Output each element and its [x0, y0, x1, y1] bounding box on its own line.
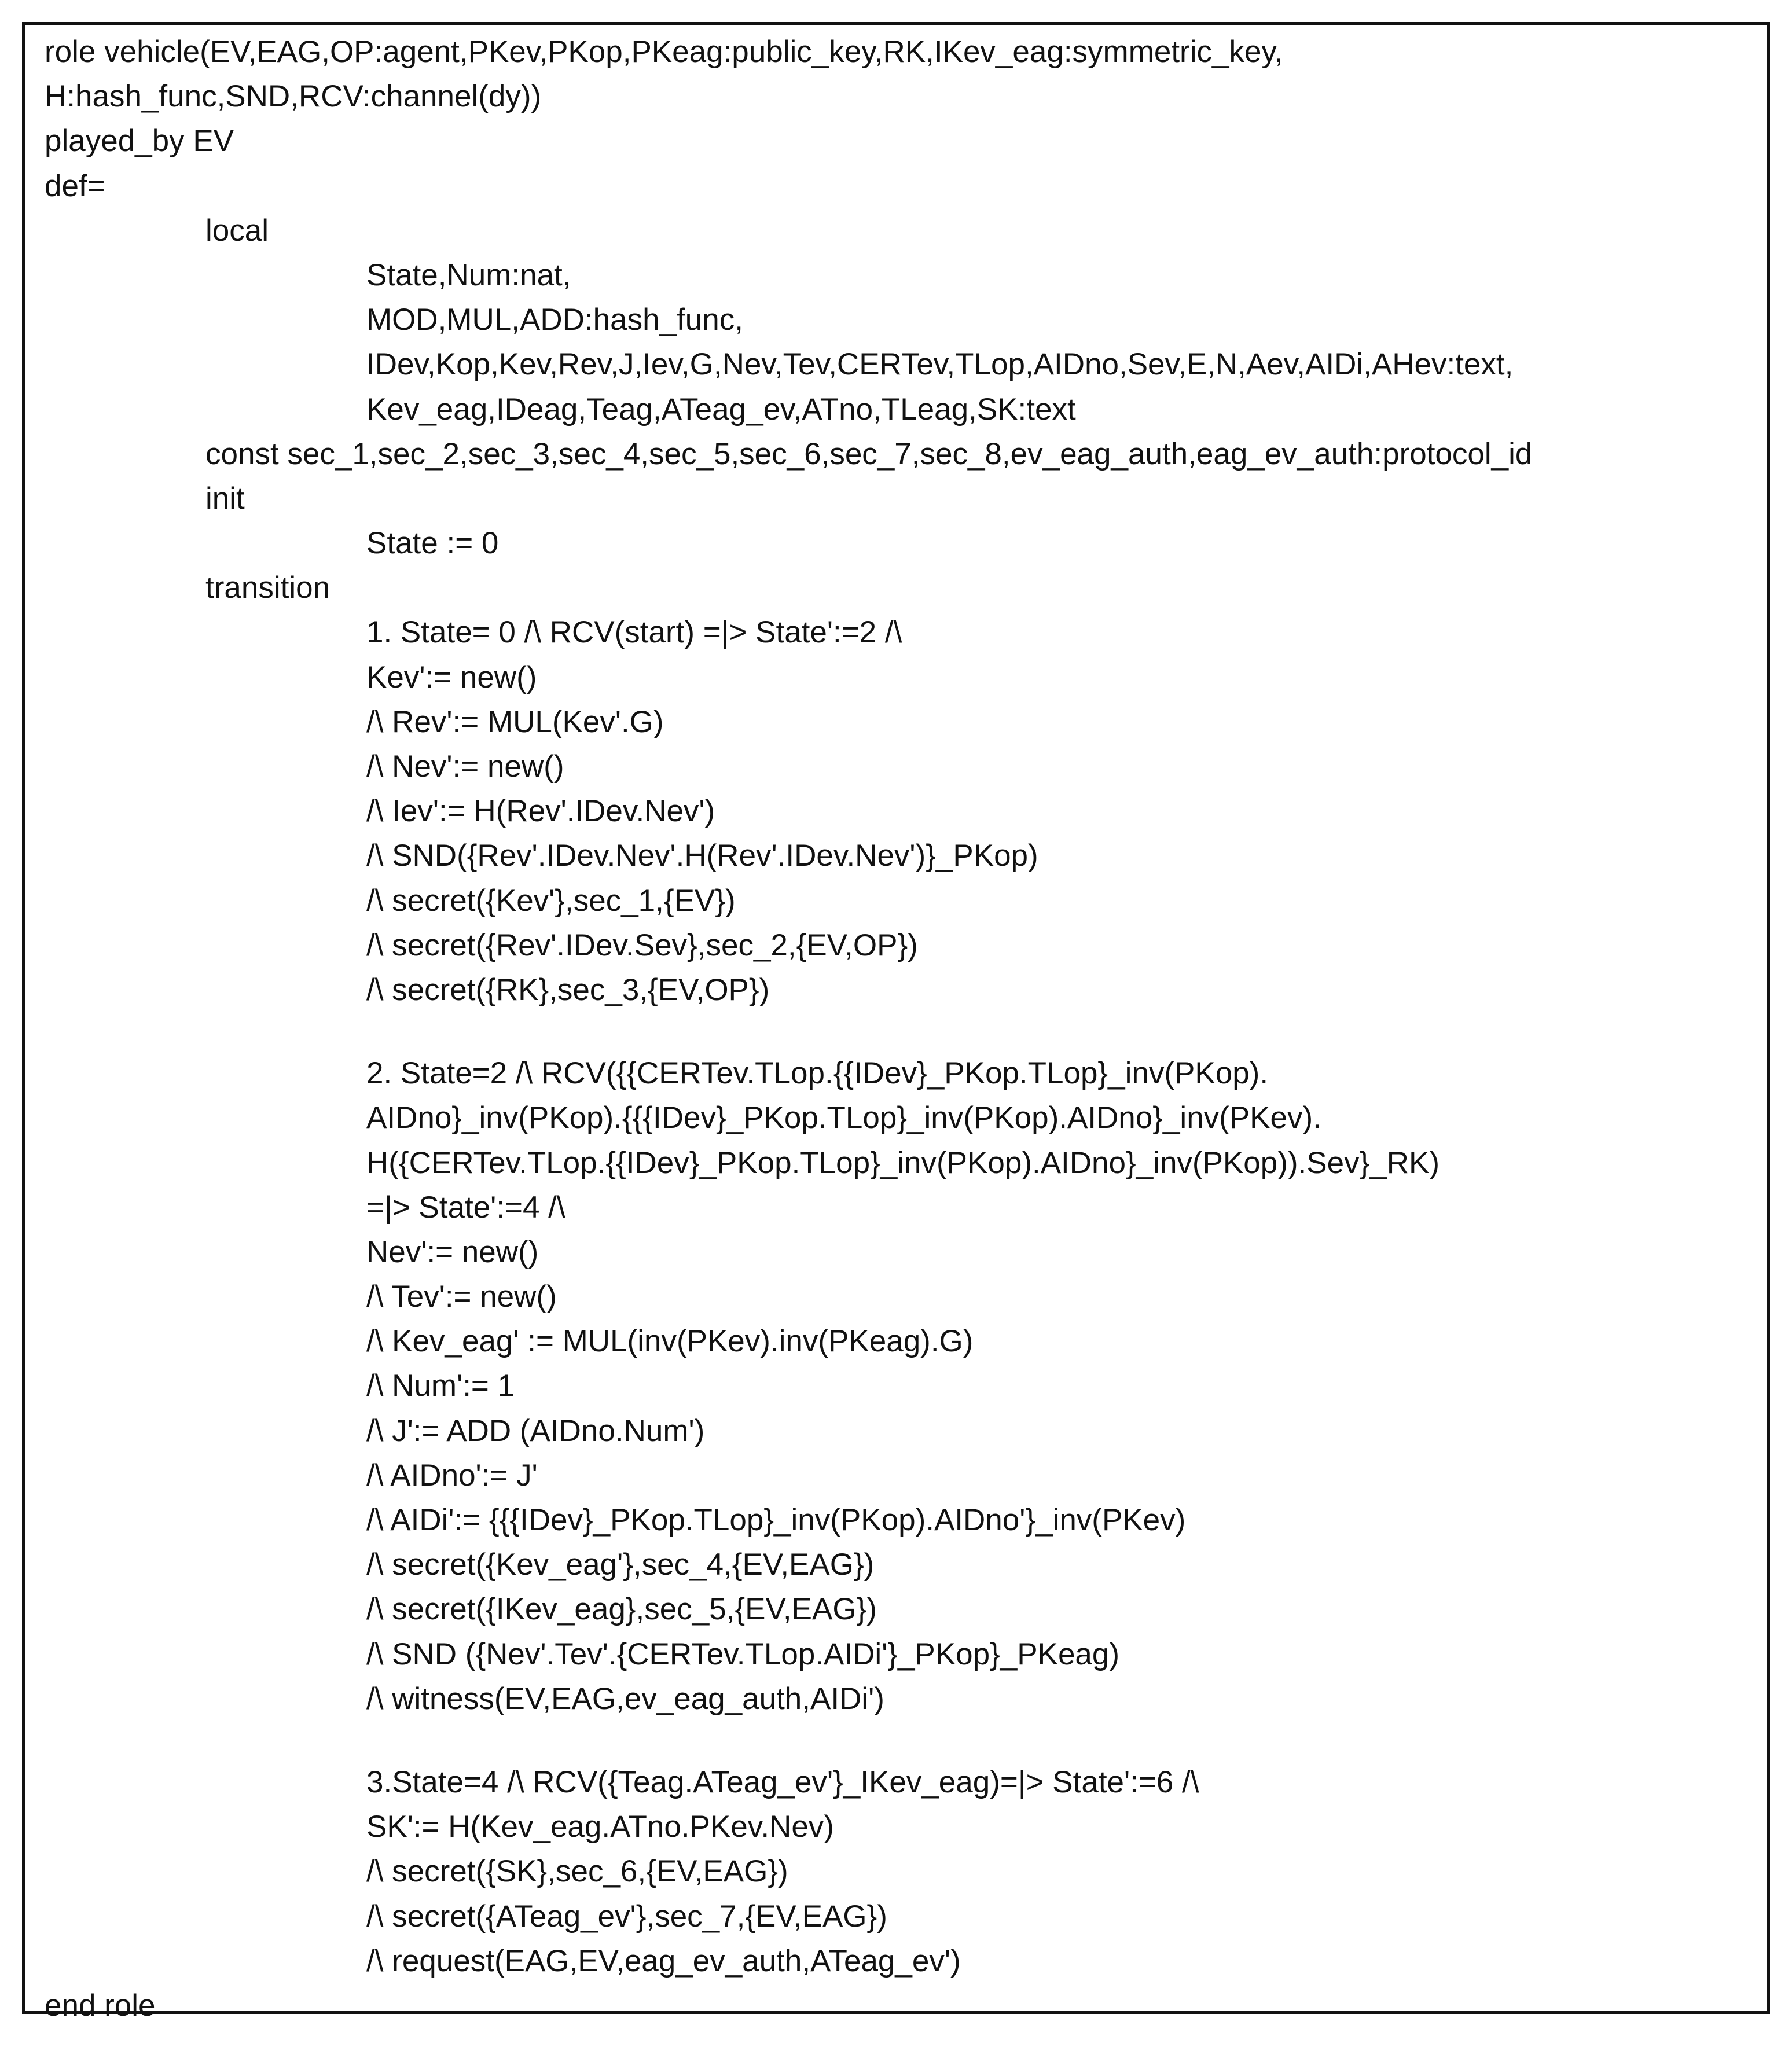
step2-line: /\ secret({IKev_eag},sec_5,{EV,EAG}) [366, 1592, 877, 1627]
step2-line: /\ secret({Kev_eag'},sec_4,{EV,EAG}) [366, 1548, 875, 1582]
step1-line: /\ Iev':= H(Rev'.IDev.Nev') [366, 794, 715, 829]
step2-line: =|> State':=4 /\ [366, 1190, 565, 1225]
step1-line: /\ secret({Kev'},sec_1,{EV}) [366, 883, 736, 918]
step2-line: /\ Tev':= new() [366, 1280, 557, 1314]
code-frame [22, 22, 1770, 2023]
step2-line: Nev':= new() [366, 1234, 539, 1269]
init-statement: State := 0 [366, 526, 499, 561]
role-signature-continuation: H:hash_func,SND,RCV:channel(dy)) [45, 79, 542, 114]
step2-line: AIDno}_inv(PKop).{{{IDev}_PKop.TLop}_inv(PKop).AIDno}_inv(PKev). [366, 1101, 1321, 1135]
step1-line: /\ Nev':= new() [366, 749, 564, 784]
hlpsl-role-code [45, 30, 1762, 2028]
local-keyword: local [205, 213, 269, 248]
local-decl-line: Kev_eag,IDeag,Teag,ATeag_ev,ATno,TLeag,SK:text [366, 392, 1076, 427]
step1-line: /\ secret({Rev'.IDev.Sev},sec_2,{EV,OP}) [366, 928, 918, 962]
end-role-line: end role [45, 1988, 156, 2023]
def-line: def= [45, 168, 105, 203]
step2-line: /\ J':= ADD (AIDno.Num') [366, 1413, 705, 1448]
blank-gap [45, 1012, 1762, 1051]
local-decl-line: MOD,MUL,ADD:hash_func, [366, 303, 743, 337]
step1-line: /\ SND({Rev'.IDev.Nev'.H(Rev'.IDev.Nev')}_PKop) [366, 839, 1038, 873]
step1-line: Kev':= new() [366, 660, 537, 694]
step3-line: /\ secret({SK},sec_6,{EV,EAG}) [366, 1854, 788, 1889]
step3-line: SK':= H(Kev_eag.ATno.PKev.Nev) [366, 1810, 834, 1844]
step2-line: H({CERTev.TLop.{{IDev}_PKop.TLop}_inv(PKop).AIDno}_inv(PKop)).Sev}_RK) [366, 1145, 1440, 1180]
step1-line: /\ Rev':= MUL(Kev'.G) [366, 704, 664, 739]
step2-line: 2. State=2 /\ RCV({{CERTev.TLop.{{IDev}_PKop.TLop}_inv(PKop). [366, 1056, 1269, 1091]
role-signature-line: role vehicle(EV,EAG,OP:agent,PKev,PKop,PKeag:public_key,RK,IKev_eag:symmetric_key, [45, 35, 1283, 69]
step2-line: /\ SND ({Nev'.Tev'.{CERTev.TLop.AIDi'}_PKop}_PKeag) [366, 1637, 1120, 1671]
blank-gap [45, 1721, 1762, 1760]
step1-line: /\ secret({RK},sec_3,{EV,OP}) [366, 972, 770, 1007]
step2-line: /\ AIDi':= {{{IDev}_PKop.TLop}_inv(PKop).AIDno'}_inv(PKev) [366, 1503, 1186, 1537]
init-keyword: init [205, 481, 245, 516]
step3-line: 3.State=4 /\ RCV({Teag.ATeag_ev'}_IKev_eag)=|> State':=6 /\ [366, 1765, 1199, 1799]
step3-line: /\ secret({ATeag_ev'},sec_7,{EV,EAG}) [366, 1899, 887, 1934]
step2-line: /\ AIDno':= J' [366, 1458, 538, 1493]
played-by-line: played_by EV [45, 124, 234, 159]
step1-line: 1. State= 0 /\ RCV(start) =|> State':=2 /\ [366, 615, 902, 650]
transition-keyword: transition [205, 571, 331, 605]
local-decl-line: IDev,Kop,Kev,Rev,J,Iev,G,Nev,Tev,CERTev,TLop,AIDno,Sev,E,N,Aev,AIDi,AHev:text, [366, 347, 1514, 382]
const-line: const sec_1,sec_2,sec_3,sec_4,sec_5,sec_6,sec_7,sec_8,ev_eag_auth,eag_ev_auth:protocol_id [205, 436, 1533, 471]
step2-line: /\ witness(EV,EAG,ev_eag_auth,AIDi') [366, 1681, 884, 1716]
step2-line: /\ Num':= 1 [366, 1369, 515, 1403]
local-decl-line: State,Num:nat, [366, 258, 571, 292]
step2-line: /\ Kev_eag' := MUL(inv(PKev).inv(PKeag).G) [366, 1324, 974, 1359]
step3-line: /\ request(EAG,EV,eag_ev_auth,ATeag_ev') [366, 1943, 961, 1978]
